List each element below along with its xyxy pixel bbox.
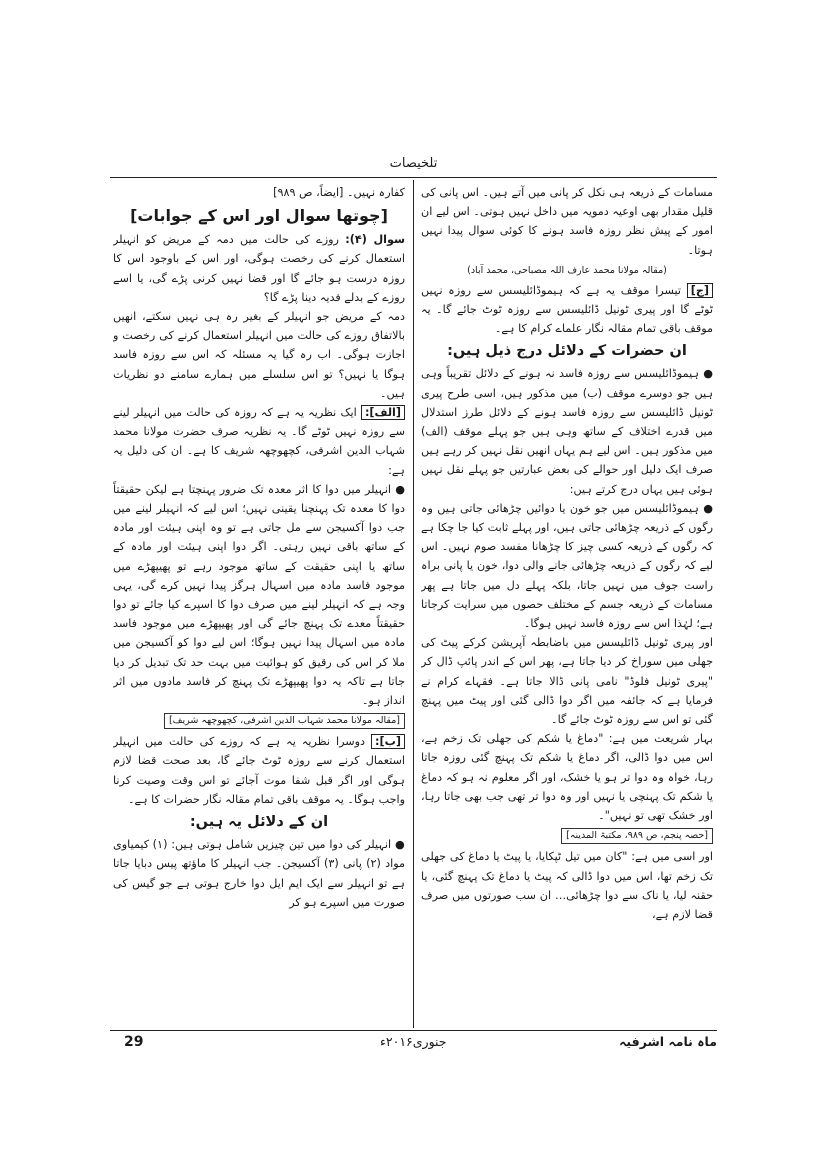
paragraph: مسامات کے ذریعہ ہی نکل کر پانی میں آتے ہیں۔ اس پانی کی قلیل مقدار بھی اوعیہ دمویہ میں داخل نہیں ہوتی۔ اس لیے ان امور کے پیش نظر روزہ فاسد ہونے کا کوئی سوال پیدا نہیں ہوتا۔ [421,186,713,257]
right-column [421,183,713,1026]
citation: [مقالہ مولانا محمد شہاب الدین اشرفی، کچھوچھہ شریف] [164,713,405,729]
header-rule [110,177,717,178]
issue-date: جنوری۲۰۱۶ء [380,1034,447,1049]
paragraph: بہار شریعت میں ہے: "دماغ یا شکم کی جھلی تک زخم ہے، اس میں دوا ڈالی، اگر دماغ یا شکم تک پہنچ گئی روزہ جاتا رہا، خواہ وہ دوا تر ہو یا خشک، اور اگر معلوم نہ ہو کہ دماغ یا شکم تک پہنچی یا نہیں اور وہ دوا تر تھی جب بھی جاتا رہا، اور خشک تھی تو نہیں"۔ [421,732,713,823]
page-number: 29 [124,1034,144,1050]
question-heading: [چوتھا سوال اور اس کے جوابات] [130,206,388,226]
question-label: سوال (۴): [345,233,405,247]
citation: (مقالہ مولانا محمد عارف اللہ مصباحی، محمد آباد) [467,264,667,276]
citation: [حصہ پنجم، ص ۹۸۹، مکتبۃ المدینہ] [561,828,713,844]
paragraph: کفارہ نہیں۔ [ایضاً، ص ۹۸۹] [273,186,405,199]
magazine-title: ماہ نامہ اشرفیہ [619,1034,717,1049]
subheading: ان کے دلائل یہ ہیں: [189,814,329,831]
footer [110,1034,717,1056]
section-tag: [ج] [687,283,713,298]
left-column [113,183,405,1026]
paragraph-text: ایک نظریہ یہ ہے کہ روزہ کی حالت میں انہیلر لینے سے روزہ نہیں ٹوٹے گا۔ یہ نظریہ صرف حضرت مولانا محمد شہاب الدین اشرفی، کچھوچھہ شریف کا ہے۔ ان کی دلیل یہ ہے: [113,406,405,477]
paragraph-text: تیسرا موقف یہ ہے کہ ہیموڈائلیسس سے روزہ نہیں ٹوٹے گا اور پیری ٹونیل ڈائلیسس سے روزہ ٹوٹ جائے گا۔ یہ موقف باقی تمام مقالہ نگار علماے کرام کا ہے۔ [421,283,713,336]
paragraph: اور اسی میں ہے: "کان میں تیل ٹپکایا، یا پیٹ یا دماغ کی جھلی تک زخم تھا، اس میں دوا ڈالی کہ پیٹ یا دماغ تک پہنچ گئی، یا حقنہ لیا، یا ناک سے دوا چڑھائی… ان سب صورتوں میں صرف قضا لازم ہے، [421,850,713,921]
running-header: تلخیصات [389,156,438,171]
section-tag: [الف]: [361,405,405,420]
subheading: ان حضرات کے دلائل درج ذیل ہیں: [447,343,687,360]
question-text: روزے کی حالت میں دمہ کے مریض کو انہیلر استعمال کرنے کی رخصت ہوگی، اور اس کے باوجود اس کا روزہ درست ہو جائے گا اور قضا نہیں کرنی پڑے گی، یا اسے روزے کے بدلے فدیہ دینا پڑے گا؟ [113,233,405,304]
paragraph: دمہ کے مریض جو انہیلر کے بغیر رہ ہی نہیں سکتے، انھیں بالاتفاق روزے کی حالت میں انہیلر استعمال کرنے کی رخصت و اجازت ہوگی۔ اب رہ گیا یہ مسئلہ کہ اس سے روزہ فاسد ہوگا یا نہیں؟ تو اس سلسلے میں ہمارے سامنے دو نظریات ہیں۔ [113,310,405,400]
paragraph: اور پیری ٹونیل ڈائلیسس میں باضابطہ آپریشن کرکے پیٹ کی جھلی میں سوراخ کر دیا جاتا ہے، پھر اس کے اندر پائپ ڈال کر "پیری ٹونیل فلوڈ" نامی پانی ڈالا جاتا ہے۔ فقہاے کرام نے فرمایا ہے کہ جائفہ میں اگر دوا ڈالی گئی اور پیٹ میں پہنچ گئی تو اس سے روزہ ٹوٹ جائے گا۔ [421,636,713,727]
paragraph: ● انہیلر میں دوا کا اثر معدہ تک ضرور پہنچتا ہے لیکن حقیقتاً دوا کا معدہ تک پہنچنا یقینی نہیں؛ اس لیے کہ انہیلر لینے میں جب دوا آکسیجن سے مل جاتی ہے تو وہ اپنی ہیئت اور مادہ کے ساتھ باقی نہیں رہتی۔ اگر دوا اپنی ہیئت اور مادہ کے ساتھ یا اپنی حقیقت کے ساتھ موجود رہے تو پھیپھڑے میں موجود فاسد مادہ میں اسہال ہرگز پیدا نہیں کرے گی، یہی وجہ ہے کہ انہیلر لینے میں صرف دوا کا اسپرے کیا جائے تو دوا حقیقتاً معدے تک پہنچ جائے گی اور پھیپھڑے میں موجود فاسد مادہ میں اسہال پیدا نہیں ہوگا؛ اس لیے دوا کو آکسیجن میں ملا کر اس کی رقیق کو ہوائیت میں بہت حد تک تبدیل کر دیا جاتا ہے تاکہ یہ دوا پھیپھڑے تک پہنچ کر فاسد مادوں میں اثر انداز ہو۔ [113,482,405,708]
section-tag: [ب]: [371,734,405,749]
paragraph-text: دوسرا نظریہ یہ ہے کہ روزے کی حالت میں انہیلر استعمال کرنے سے روزہ ٹوٹ جائے گا، بعد صحت قضا لازم ہوگی اور اگر قبل شفا موت آجائے تو اس وقت وصیت کرنا واجب ہوگا۔ یہ موقف باقی تمام مقالہ نگار حضرات کا ہے۔ [113,735,405,806]
paragraph [421,281,713,339]
footer-rule [110,1030,717,1031]
paragraph [113,403,405,480]
question [113,230,405,307]
column-divider [413,180,414,1028]
paragraph: ● ہیموڈائلیسس سے روزہ فاسد نہ ہونے کے دلائل تقریباً وہی ہیں جو دوسرے موقف (ب) میں مذکور ہیں، اسی طرح پیری ٹونیل ڈائلیسس سے روزہ فاسد ہونے کے دلائل طرز استدلال میں قدرے اختلاف کے ساتھ وہی ہیں جو پہلے موقف (الف) میں مذکور ہیں۔ اس لیے ہم یہاں انھیں نقل نہیں کر رہے ہیں صرف ایک دلیل اور حوالے کی بعض عبارتیں جو پہلے نقل نہیں ہوئی ہیں یہاں درج کرتے ہیں: [421,367,713,496]
paragraph [113,732,405,809]
paragraph: ● انہیلر کی دوا میں تین چیزیں شامل ہوتی ہیں: (۱) کیمیاوی مواد (۲) پانی (۳) آکسیجن۔ جب انہیلر کا ماؤتھ پیس دبایا جاتا ہے تو انہیلر سے ایک ایم ایل دوا خارج ہوتی ہے جو گیس کی صورت میں اسپرے ہو کر [113,838,405,909]
paragraph: ● ہیموڈائلیسس میں جو خون یا دوائیں چڑھائی جاتی ہیں وہ رگوں کے ذریعہ چڑھائی جاتی ہیں، اور پہلے ثابت کیا جا چکا ہے کہ رگوں کے ذریعہ کسی چیز کا چڑھانا مفسد صوم نہیں۔ اس لیے کہ رگوں کے ذریعہ چڑھائی جانے والی دوا، خون یا پانی براہ راست جوف میں نہیں جاتا، بلکہ پہلے دل میں جاتا ہے پھر مسامات کے ذریعہ جسم کے مختلف حصوں میں سرایت کرجاتا ہے؛ لہٰذا اس سے روزہ فاسد نہیں ہوگا۔ [421,501,713,631]
